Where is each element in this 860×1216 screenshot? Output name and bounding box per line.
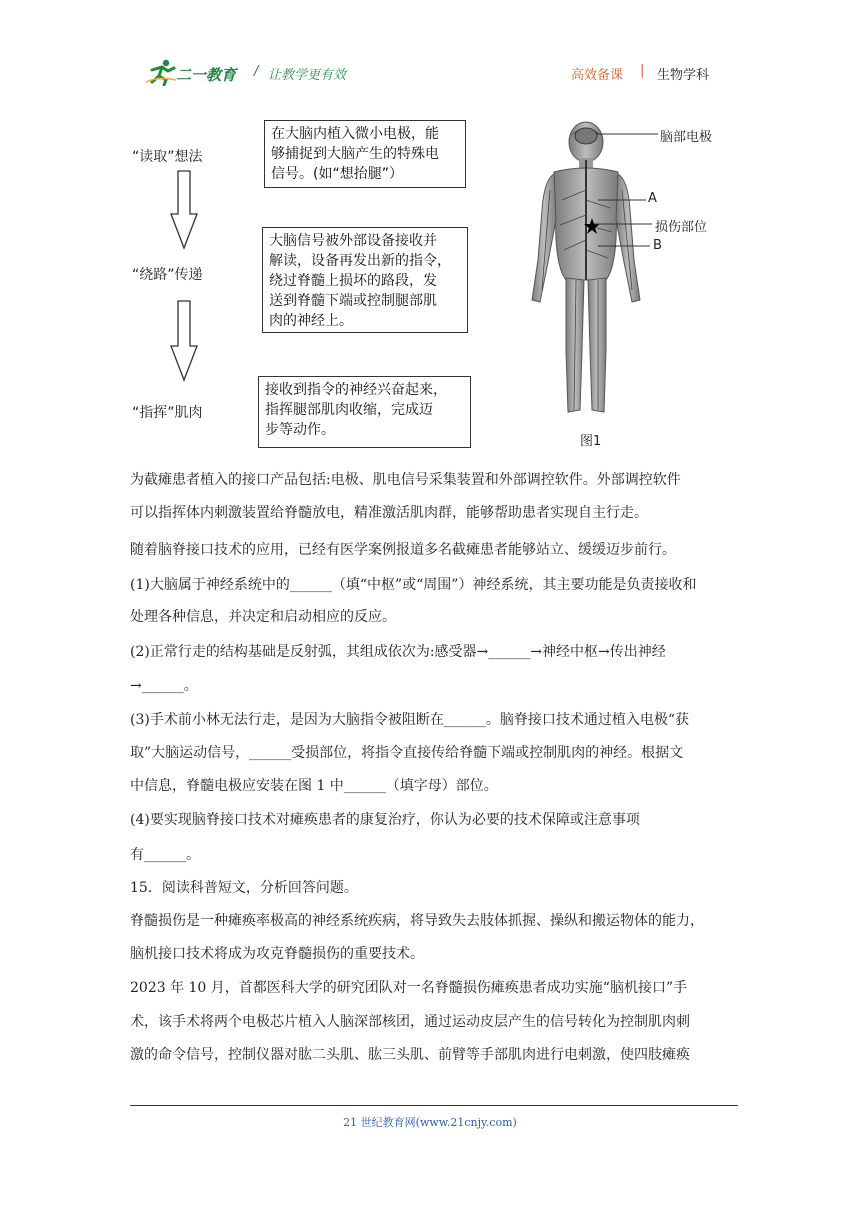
header-subject: 生物学科 [657, 68, 710, 83]
header-slash: / [254, 64, 259, 79]
logo-runner-icon [144, 58, 178, 86]
flow-step1-box [264, 120, 466, 188]
question-4-line: (4)要实现脑脊接口技术对瘫痪患者的康复治疗，你认为必要的技术保障或注意事项 [130, 812, 640, 828]
down-arrow-icon [170, 170, 198, 250]
header-separator: | [640, 63, 645, 78]
flow-step1-line: 够捕捉到大脑产生的特殊电 [271, 146, 439, 162]
question-1-line: 处理各种信息，并决定和启动相应的反应。 [130, 609, 396, 625]
text-line: 随着脑脊接口技术的应用，已经有医学案例报道多名截瘫患者能够站立、缓缓迈步前行。 [130, 542, 676, 558]
flow-step3-line: 指挥腿部肌肉收缩，完成迈 [265, 402, 433, 418]
figure-leader-lines [590, 125, 660, 255]
flow-step3-line: 步等动作。 [265, 422, 335, 438]
label-brain-electrode: 脑部电极 [660, 130, 713, 145]
question-4-line: 有______。 [130, 847, 200, 863]
flow-step1-line: 在大脑内植入微小电极，能 [271, 126, 439, 142]
flow-step2-line: 绕过脊髓上损坏的路段，发 [269, 273, 437, 289]
flow-step1-line: 信号。(如“想抬腿”） [271, 166, 403, 182]
flow-step2-line: 送到脊髓下端或控制腿部肌 [269, 293, 437, 309]
question-2-line: →______。 [130, 678, 198, 694]
figure-caption: 图1 [580, 434, 602, 449]
question-3-line: 中信息，脊髓电极应安装在图 1 中______（填字母）部位。 [130, 778, 498, 794]
flow-step3-line: 接收到指令的神经兴奋起来， [265, 382, 447, 398]
footer-link[interactable]: 21 世纪教育网(www.21cnjy.com) [343, 1116, 517, 1129]
question-2-line: (2)正常行走的结构基础是反射弧，其组成依次为:感受器→______→神经中枢→传出神经 [130, 644, 666, 660]
flow-step1-label: “读取”想法 [132, 149, 203, 165]
text-line: 术，该手术将两个电极芯片植入人脑深部核团，通过运动皮层产生的信号转化为控制肌肉刺 [130, 1014, 690, 1030]
flow-step2-line: 肉的神经上。 [269, 313, 353, 329]
flow-step2-label: “绕路”传递 [132, 267, 203, 283]
question-3-line: (3)手术前小林无法行走，是因为大脑指令被阻断在______。脑脊接口技术通过植入电极“获 [130, 712, 689, 728]
flow-step2-line: 大脑信号被外部设备接收并 [269, 233, 437, 249]
text-line: 脑机接口技术将成为攻克脊髓损伤的重要技术。 [130, 946, 424, 962]
flow-step3-box [258, 376, 471, 448]
flow-step2-line: 解读，设备再发出新的指令， [269, 253, 451, 269]
logo-brand-text: 二一教育 [176, 66, 237, 84]
text-line: 为截瘫患者植入的接口产品包括:电极、肌电信号采集装置和外部调控软件。外部调控软件 [130, 472, 681, 488]
text-line: 可以指挥体内刺激装置给脊髓放电，精准激活肌肉群，能够帮助患者实现自主行走。 [130, 505, 648, 521]
question-1-line: (1)大脑属于神经系统中的______（填“中枢”或“周围”）神经系统，其主要功能是负责接收和 [130, 577, 697, 593]
text-line: 脊髓损伤是一种瘫痪率极高的神经系统疾病，将导致失去肢体抓握、操纵和搬运物体的能力， [130, 913, 704, 929]
header-category: 高效备课 [571, 68, 624, 83]
question-3-line: 取”大脑运动信号，______受损部位，将指令直接传给脊髓下端或控制肌肉的神经。根据文 [130, 745, 684, 761]
question-15-heading: 15．阅读科普短文，分析回答问题。 [130, 880, 358, 896]
label-point-b: B [653, 238, 662, 253]
label-point-a: A [648, 191, 657, 206]
flow-step3-label: “指挥”肌肉 [132, 405, 203, 421]
down-arrow-icon [170, 300, 198, 382]
header-slogan: 让教学更有效 [268, 68, 347, 83]
text-line: 激的命令信号，控制仪器对肱二头肌、肱三头肌、前臂等手部肌肉进行电刺激，使四肢瘫痪 [130, 1047, 690, 1063]
flow-step2-box [262, 227, 468, 333]
footer-divider [130, 1105, 738, 1106]
text-line: 2023 年 10 月，首都医科大学的研究团队对一名脊髓损伤瘫痪患者成功实施“脑机接口”手 [130, 980, 688, 996]
label-injury-site: 损伤部位 [655, 220, 708, 235]
